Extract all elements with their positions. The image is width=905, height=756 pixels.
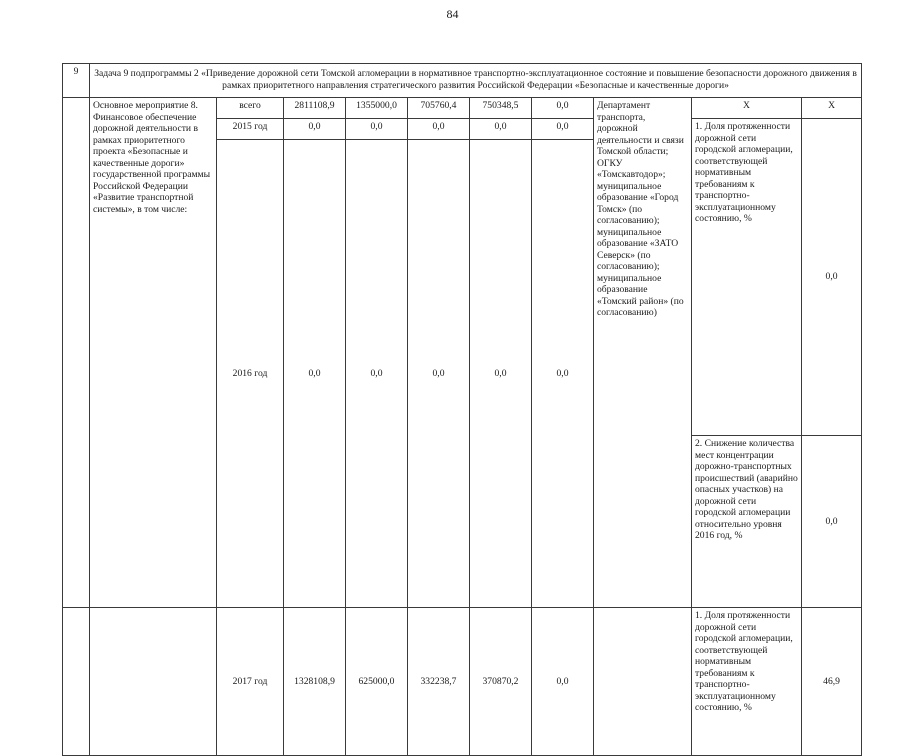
period-cell: 2016 год bbox=[217, 140, 284, 608]
page-number: 84 bbox=[446, 7, 459, 21]
empty-number-cell bbox=[63, 608, 90, 756]
empty-number-cell bbox=[63, 98, 90, 608]
value-cell: 0,0 bbox=[470, 140, 532, 608]
value-cell: 370870,2 bbox=[470, 608, 532, 756]
table-row-2017 bbox=[63, 608, 862, 756]
indicator-text: 2. Снижение количества мест концентрации дорожно-транспортных происшествий (аварийно опасных участков) на дорожной сети городской агломерации относительно уровня 2016 год, % bbox=[692, 436, 802, 608]
indicator-total-value: X bbox=[802, 98, 862, 119]
task-title: Задача 9 подпрограммы 2 «Приведение дорожной сети Томской агломерации в нормативное транспортно-эксплуатационное состояние и повышение безопасности дорожного движения в рамках приоритетного направления стратегического развития Российской Федерации «Безопасные и качественные дороги» bbox=[90, 64, 862, 98]
indicator-text: 1. Доля протяженности дорожной сети городской агломерации, соответствующей нормативным требованиям к транспортно-эксплуатационному состоянию, % bbox=[692, 608, 802, 756]
program-table bbox=[62, 63, 862, 756]
value-cell: 0,0 bbox=[532, 119, 594, 140]
value-cell: 625000,0 bbox=[346, 608, 408, 756]
indicator-value: 0,0 bbox=[802, 119, 862, 436]
period-cell: всего bbox=[217, 98, 284, 119]
value-cell: 1355000,0 bbox=[346, 98, 408, 119]
value-cell: 0,0 bbox=[284, 119, 346, 140]
value-cell: 0,0 bbox=[408, 119, 470, 140]
empty-activity-cell bbox=[90, 608, 217, 756]
value-cell: 0,0 bbox=[532, 608, 594, 756]
indicator-value: 0,0 bbox=[802, 436, 862, 608]
value-cell: 0,0 bbox=[532, 98, 594, 119]
value-cell: 0,0 bbox=[346, 140, 408, 608]
indicator-text: 1. Доля протяженности дорожной сети городской агломерации, соответствующей нормативным требованиям к транспортно-эксплуатационному состоянию, % bbox=[692, 119, 802, 436]
task-number: 9 bbox=[63, 64, 90, 98]
value-cell: 2811108,9 bbox=[284, 98, 346, 119]
task-row bbox=[63, 64, 862, 98]
period-cell: 2015 год bbox=[217, 119, 284, 140]
activity-description: Основное мероприятие 8. Финансовое обеспечение дорожной деятельности в рамках приоритетного проекта «Безопасные и качественные дороги» государственной программы Российской Федерации «Развитие транспортной системы», в том числе: bbox=[90, 98, 217, 608]
empty-executor-cell bbox=[594, 608, 692, 756]
value-cell: 0,0 bbox=[470, 119, 532, 140]
value-cell: 1328108,9 bbox=[284, 608, 346, 756]
value-cell: 0,0 bbox=[532, 140, 594, 608]
value-cell: 0,0 bbox=[284, 140, 346, 608]
value-cell: 332238,7 bbox=[408, 608, 470, 756]
period-cell: 2017 год bbox=[217, 608, 284, 756]
value-cell: 750348,5 bbox=[470, 98, 532, 119]
value-cell: 0,0 bbox=[346, 119, 408, 140]
table-row-total bbox=[63, 98, 862, 119]
value-cell: 0,0 bbox=[408, 140, 470, 608]
executor-cell: Департамент транспорта, дорожной деятельности и связи Томской области; ОГКУ «Томскавтодор»; муниципальное образование «Город Томск» (по согласованию); муниципальное образование «ЗАТО Северск» (по согласованию); муниципальное образование «Томский район» (по согласованию) bbox=[594, 98, 692, 608]
indicator-total: X bbox=[692, 98, 802, 119]
value-cell: 705760,4 bbox=[408, 98, 470, 119]
indicator-value: 46,9 bbox=[802, 608, 862, 756]
